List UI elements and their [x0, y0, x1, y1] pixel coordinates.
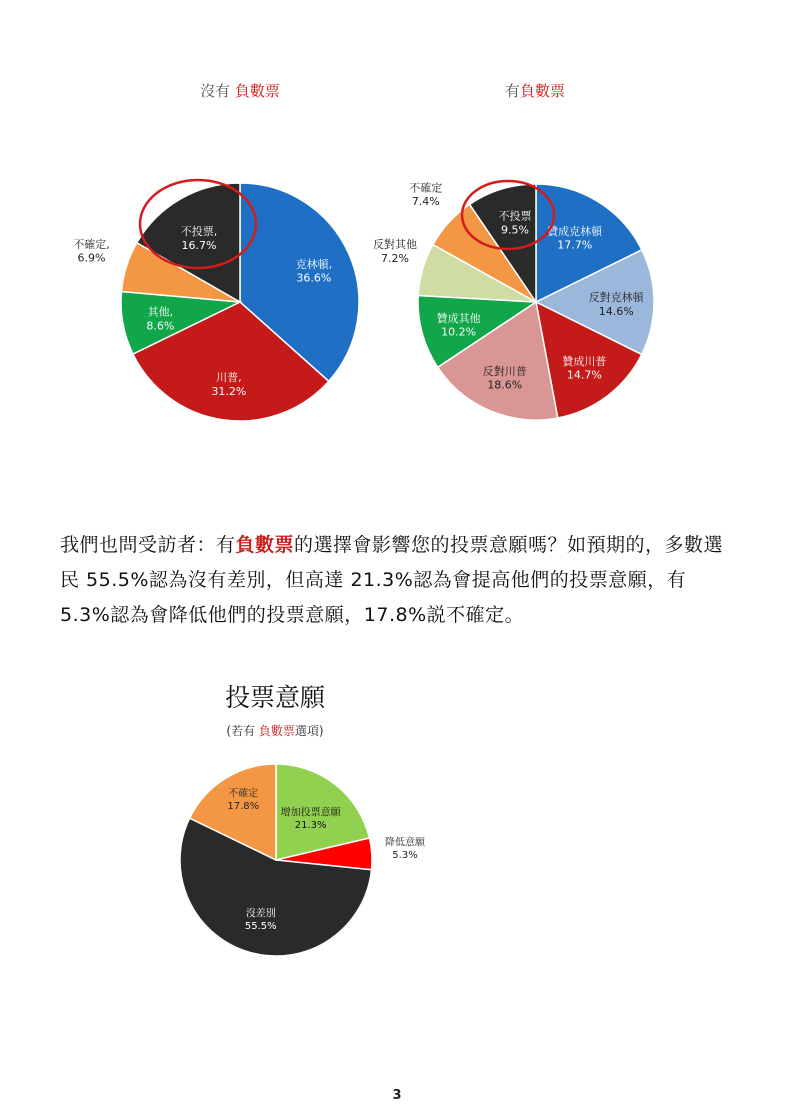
pie2-label-0: 贊成克林頓	[547, 224, 603, 238]
pie2-value-3: 18.6%	[487, 378, 523, 392]
pie1-label-2: 其他,	[147, 305, 174, 319]
pie2-value-7: 9.5%	[501, 223, 529, 237]
pie1-label-1: 川普,	[216, 371, 242, 384]
pie3-value-1: 5.3%	[392, 850, 418, 862]
pie1-value-4: 16.7%	[181, 238, 217, 252]
pie-charts-top	[0, 150, 794, 450]
pie2-label-3: 反對川普	[482, 364, 527, 378]
pie3-label-3: 不確定	[228, 788, 259, 800]
pie2-title	[435, 80, 635, 101]
pie3-label-0: 增加投票意願	[280, 807, 341, 819]
pie2-label-2: 贊成川普	[562, 354, 607, 368]
pie3-label-2: 沒差別	[245, 908, 276, 920]
paragraph-part2: 的選擇會影響您的投票意願嗎？如預期的，多數選民 55.5%認為沒有差別，但高達 21.3%認為會提高他們的投票意願，有 5.3%認為會降低他們的投票意願，17.8%説不確定。	[60, 534, 724, 626]
pie1-label-3: 不確定,	[73, 237, 110, 251]
pie3-chart	[180, 764, 426, 956]
pie3-title: 投票意願	[224, 683, 325, 712]
pie2-value-2: 14.7%	[566, 368, 602, 382]
pie1-title-prefix: 沒有	[200, 82, 235, 100]
pie3-subtitle	[175, 722, 375, 739]
pie1-title	[140, 80, 340, 101]
pie1-label-0: 克林頓,	[295, 257, 333, 271]
pie1-value-1: 31.2%	[211, 384, 247, 398]
pie2-value-1: 14.6%	[598, 304, 634, 318]
pie1-title-highlight: 負數票	[234, 82, 280, 100]
pie2-label-4: 贊成其他	[436, 312, 481, 325]
pie3-value-2: 55.5%	[244, 921, 277, 933]
pie1-value-2: 8.6%	[146, 319, 175, 333]
pie1-value-3: 6.9%	[77, 251, 106, 265]
pie2-value-4: 10.2%	[441, 325, 477, 339]
pie1-value-0: 36.6%	[296, 271, 332, 285]
pie3-value-3: 17.8%	[227, 800, 260, 812]
paragraph-highlight: 負數票	[235, 534, 295, 556]
page-number: 3	[392, 1088, 402, 1103]
pie3-sub-prefix: (若有	[226, 724, 259, 738]
pie2-value-6: 7.4%	[411, 195, 440, 209]
pie3-sub-suffix: 選項)	[294, 724, 324, 738]
pie2-label-7: 不投票	[498, 209, 532, 223]
paragraph-part1: 我們也問受訪者：有	[60, 534, 236, 556]
body-paragraph	[60, 528, 740, 633]
pie3-label-1: 降低意願	[385, 837, 425, 849]
pie3-sub-highlight: 負數票	[258, 724, 295, 738]
pie2-chart	[373, 180, 654, 420]
pie2-label-1: 反對克林頓	[588, 291, 644, 304]
pie2-label-6: 不確定	[409, 181, 443, 195]
pie2-label-5: 反對其他	[373, 238, 417, 252]
pie2-value-0: 17.7%	[557, 238, 593, 252]
pie2-title-prefix: 有	[504, 82, 520, 100]
pie1-chart	[73, 180, 359, 421]
pie2-value-5: 7.2%	[381, 251, 409, 265]
pie3-value-0: 21.3%	[294, 819, 327, 831]
pie2-title-highlight: 負數票	[520, 82, 566, 100]
pie3-chart-svg	[150, 755, 430, 965]
pie1-label-4: 不投票,	[180, 225, 218, 238]
